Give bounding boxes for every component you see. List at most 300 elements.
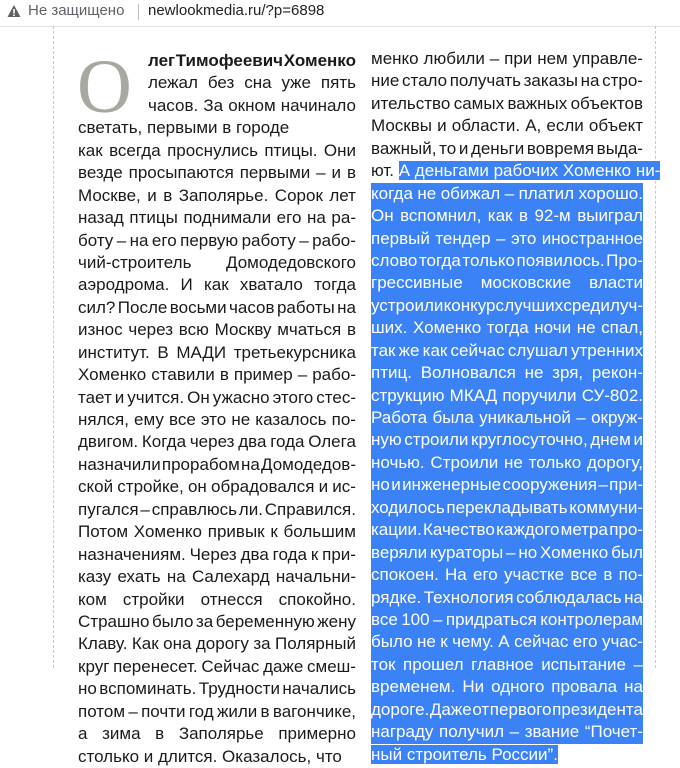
text-line <box>78 140 356 162</box>
word: Сорок <box>274 185 323 205</box>
word: два <box>240 544 269 564</box>
word: за <box>253 634 271 654</box>
word: на <box>624 677 643 697</box>
word: спал, <box>601 318 643 338</box>
word: А, <box>525 116 542 136</box>
text-line <box>371 542 643 564</box>
word: и <box>437 116 447 136</box>
unselected-text: ют. <box>371 161 399 181</box>
word: испытание <box>541 654 626 674</box>
word: области. <box>451 116 521 136</box>
word: дорогу <box>195 634 249 654</box>
word: Заполярье. <box>178 185 269 205</box>
word: беременную <box>215 611 315 631</box>
text-line <box>371 699 643 721</box>
word: как <box>487 206 513 226</box>
text-line <box>78 230 356 252</box>
word: А <box>498 632 510 652</box>
word: – <box>316 163 326 183</box>
word: и <box>458 138 469 158</box>
word: она <box>163 634 192 654</box>
word: – <box>506 542 516 562</box>
word: казу <box>78 567 112 587</box>
text-line <box>371 631 643 653</box>
word: за <box>195 611 214 631</box>
word: любили <box>423 49 485 68</box>
word: на <box>337 297 356 317</box>
word: в <box>155 724 165 744</box>
word: назад <box>78 208 124 228</box>
word: мчаться <box>277 320 342 340</box>
word: инженерные <box>402 475 502 495</box>
word: как <box>203 275 229 295</box>
word: ночи <box>534 318 572 338</box>
word: работы <box>276 297 335 317</box>
word: вспомнил, <box>400 206 482 226</box>
word: Даже <box>429 699 472 719</box>
word: метра <box>560 520 608 540</box>
word: конкурс <box>443 295 505 315</box>
security-label[interactable]: Не защищено <box>28 2 125 19</box>
word: и <box>147 185 157 205</box>
word: в <box>603 565 613 585</box>
word: в <box>260 701 270 721</box>
word: сооружения <box>502 475 597 495</box>
word: – <box>598 475 608 495</box>
word: звание <box>524 722 580 742</box>
word: ему <box>134 410 164 429</box>
text-line <box>78 544 356 566</box>
word: Хоменко <box>540 542 609 562</box>
text-line <box>371 115 643 137</box>
word: спокоен. <box>371 565 439 585</box>
word: – <box>297 365 308 385</box>
word: – <box>489 49 500 68</box>
word: Качество <box>422 520 495 540</box>
word: В <box>157 342 169 362</box>
word: круглосуточно, <box>471 430 588 450</box>
word: по- <box>618 565 643 585</box>
word: участке <box>503 565 565 585</box>
word: рабо- <box>312 230 356 250</box>
word: стес- <box>316 387 356 407</box>
word: к <box>440 632 448 652</box>
word: смеш- <box>307 656 356 676</box>
word: жену <box>317 611 356 631</box>
word: рядке. <box>371 587 422 607</box>
word: Работа <box>371 408 428 427</box>
text-line <box>371 70 643 92</box>
word: 92-м <box>534 206 571 226</box>
word: сил? <box>78 297 116 317</box>
word: когда <box>371 183 413 203</box>
word: везде <box>78 163 123 183</box>
article-column-1 <box>77 45 356 768</box>
word: – <box>140 499 150 519</box>
word: через <box>189 432 235 452</box>
word: третьекурсника <box>233 342 356 362</box>
text-line <box>78 319 356 341</box>
word: “Почет- <box>584 722 643 742</box>
word: и <box>633 430 643 450</box>
word: учится. <box>127 387 185 407</box>
word: от <box>472 699 490 719</box>
word: рабо- <box>312 365 356 385</box>
word: ли. <box>238 499 263 519</box>
word: стройки <box>122 589 185 609</box>
text-line <box>78 701 356 723</box>
text-line <box>78 566 356 588</box>
text-line-partial-selection <box>371 160 661 182</box>
word: президента <box>552 699 643 719</box>
word: Он <box>371 206 394 226</box>
word: и <box>114 387 125 407</box>
text-line <box>371 744 643 766</box>
text-line <box>371 362 643 384</box>
word: ра- <box>331 208 356 228</box>
word: среди <box>563 295 610 315</box>
text-line <box>371 519 643 541</box>
word: кации. <box>371 520 422 540</box>
word: ехать <box>117 567 161 587</box>
word: стройке, <box>117 477 184 497</box>
text-line <box>371 407 643 429</box>
word: – <box>576 408 586 427</box>
word: лежал <box>148 73 198 93</box>
word: справлюсь <box>151 499 237 519</box>
word: самых <box>453 93 505 113</box>
word: ком <box>78 589 107 609</box>
word: но <box>371 475 390 495</box>
selected-text: А деньгами рабочих Хоменко ни- <box>398 161 661 181</box>
word: важных <box>507 93 568 113</box>
word: – <box>128 701 138 721</box>
word: уникальной <box>479 408 571 427</box>
word: всю <box>178 320 209 340</box>
text-line <box>78 252 356 274</box>
word: грессивные <box>371 273 463 293</box>
word: птицы. <box>264 140 318 160</box>
word: обрадовался <box>211 477 315 497</box>
word: ис- <box>332 477 356 497</box>
word: хватало <box>239 275 303 295</box>
word: назначениям. <box>78 544 186 564</box>
word: его <box>151 230 177 250</box>
text-line <box>78 521 356 543</box>
text-line <box>371 250 643 272</box>
word: это <box>510 228 537 248</box>
word: на <box>307 208 326 228</box>
word: было <box>151 611 194 631</box>
word: первого <box>489 699 552 719</box>
word: тогда <box>314 275 356 295</box>
word: была <box>432 408 474 427</box>
word: так <box>371 340 396 360</box>
word: Москвы <box>371 116 432 136</box>
word: два <box>238 432 267 452</box>
word: пугался <box>78 499 139 519</box>
word: чий-строитель <box>78 252 192 272</box>
word: Когда <box>141 432 187 452</box>
word: ную <box>371 430 402 450</box>
word: Полярный <box>275 634 356 654</box>
url-text[interactable]: newlookmedia.ru/?p=6898 <box>148 2 325 19</box>
word: прошел <box>403 654 464 674</box>
word: и <box>331 163 342 183</box>
word: ночью. <box>371 452 425 472</box>
word: каждого <box>496 520 560 540</box>
text-line <box>78 297 356 319</box>
word: появилось. <box>516 250 605 270</box>
word: Трудности <box>198 679 280 699</box>
text-line <box>371 587 643 609</box>
word: Строили <box>430 452 499 472</box>
word: круг <box>78 656 110 676</box>
text-line <box>78 409 356 431</box>
word: не <box>524 363 544 383</box>
word: на <box>580 71 600 91</box>
word: лет <box>329 185 356 205</box>
word: все <box>371 609 398 629</box>
word: аэродрома. <box>78 275 170 295</box>
word: вагончике, <box>272 701 356 721</box>
word: на <box>166 567 186 587</box>
word: всегда <box>109 140 161 160</box>
word: года <box>272 544 307 564</box>
word: часов. <box>148 95 199 115</box>
word: лучших <box>504 295 564 315</box>
text-line <box>78 476 356 498</box>
word: сейчас <box>450 340 505 360</box>
word: Он <box>187 387 210 407</box>
address-bar[interactable] <box>0 0 680 27</box>
word: зря, <box>552 363 584 383</box>
word: институт. <box>78 342 150 362</box>
word: не <box>504 452 523 472</box>
word: На <box>445 565 467 585</box>
word: потом <box>78 701 126 721</box>
word: Москву <box>214 320 272 340</box>
word: назначили <box>78 454 161 474</box>
word: Сейчас <box>201 656 260 676</box>
text-line <box>371 452 643 474</box>
word: в <box>219 365 229 385</box>
word: Страшно <box>78 611 150 631</box>
text-line <box>371 429 643 451</box>
word: слово <box>371 250 418 270</box>
word: даже <box>263 656 304 676</box>
word: управле- <box>572 49 643 68</box>
text-line: светать, первыми в городе <box>78 118 290 138</box>
word: ток <box>371 654 396 674</box>
word: власти <box>589 273 643 293</box>
word: при- <box>322 544 356 564</box>
word: обижал <box>440 183 501 203</box>
word: не <box>231 410 251 429</box>
word: но <box>78 679 97 699</box>
word: ставили <box>151 365 215 385</box>
word: начались <box>282 679 356 699</box>
word: платил <box>518 183 575 203</box>
word: Клаву. <box>78 634 128 654</box>
word: 100 <box>401 609 430 629</box>
word: отнесся <box>200 589 263 609</box>
word: на <box>129 230 149 250</box>
word: московские <box>480 273 572 293</box>
word: и <box>391 475 401 495</box>
text-line <box>371 340 643 362</box>
word: Как <box>131 634 159 654</box>
word: вспоминать. <box>99 679 197 699</box>
word: деньги <box>470 138 525 158</box>
word: менко <box>371 49 419 68</box>
word: Домодедов- <box>261 454 356 474</box>
text-line <box>371 183 643 205</box>
word: Хоменко <box>133 522 203 542</box>
word: к <box>310 544 319 564</box>
word: уже <box>281 73 311 93</box>
word: Ни <box>462 677 485 697</box>
word: Хоменко <box>412 318 482 338</box>
word: а <box>78 724 88 744</box>
word: Хоменко <box>283 51 356 70</box>
text-line <box>78 274 356 296</box>
word: хорошо. <box>578 183 643 203</box>
word: же <box>398 340 420 360</box>
word: веряли <box>371 542 428 562</box>
word: Про- <box>606 250 643 270</box>
word: это <box>200 410 227 429</box>
text-line <box>78 387 356 409</box>
word: пять <box>320 73 356 93</box>
word: привык <box>207 522 265 542</box>
word: как <box>422 340 448 360</box>
word: спокойно. <box>278 589 356 609</box>
word: большим <box>283 522 356 542</box>
word: двигом. <box>78 432 139 452</box>
word: важный, <box>371 138 437 158</box>
word: прорабом <box>161 454 240 474</box>
word: тогда <box>486 318 529 338</box>
word: птицы <box>129 208 178 228</box>
word: ние <box>371 71 400 91</box>
word: первый <box>371 228 430 248</box>
word: боту <box>78 230 114 250</box>
word: окном <box>228 95 276 115</box>
text-line <box>78 589 356 611</box>
word: восьми <box>169 297 227 317</box>
word: дороге. <box>371 699 430 719</box>
word: при- <box>609 475 643 495</box>
text-line: столько и длится. Оказалось, что <box>78 746 342 766</box>
word: Хоменко <box>78 365 147 385</box>
word: Они <box>323 140 356 160</box>
word: За <box>203 95 224 115</box>
word: то <box>439 138 457 158</box>
word: просыпаются <box>128 163 234 183</box>
text-line <box>371 317 643 339</box>
word: стро- <box>602 71 643 91</box>
word: провала <box>551 677 618 697</box>
word: объектов <box>570 93 643 113</box>
word: главное <box>471 654 534 674</box>
word: года <box>270 432 305 452</box>
text-line <box>371 272 643 294</box>
text-line <box>371 721 643 743</box>
word: сна <box>244 73 272 93</box>
word: лег <box>148 51 176 70</box>
word: – <box>496 228 506 248</box>
word: по- <box>331 410 356 429</box>
text-line <box>371 564 643 586</box>
word: заказы <box>523 71 578 91</box>
text-line <box>78 678 356 700</box>
word: в <box>346 320 356 340</box>
word: кураторы <box>430 542 504 562</box>
text-line <box>78 185 356 207</box>
word: жили <box>216 701 258 721</box>
word: стало <box>401 71 448 91</box>
word: почти <box>141 701 186 721</box>
word: получил <box>439 722 504 742</box>
word: рекон- <box>591 363 643 383</box>
word: все <box>570 565 598 585</box>
word: выиграл <box>577 206 643 226</box>
word: перенесет. <box>113 656 198 676</box>
word: примерно <box>278 724 356 744</box>
word: год <box>188 701 214 721</box>
word: зима <box>102 724 141 744</box>
word: струкцию <box>371 385 445 405</box>
word: при <box>504 49 533 68</box>
word: сейчас <box>514 632 569 652</box>
word: придраться <box>445 609 537 629</box>
word: в <box>518 206 528 226</box>
word: не <box>416 632 436 652</box>
word: износ <box>78 320 123 340</box>
word: к <box>270 522 278 542</box>
word: – <box>509 722 520 742</box>
word: одного <box>491 677 545 697</box>
word: часов <box>229 297 275 317</box>
word: Салехард <box>191 567 270 587</box>
word: выда- <box>596 138 643 158</box>
text-line <box>371 205 643 227</box>
word: Через <box>189 544 237 564</box>
word: ской <box>78 477 114 497</box>
word: казалось <box>255 410 327 429</box>
word: начинало <box>280 95 356 115</box>
text-line <box>78 431 356 453</box>
text-line <box>78 499 356 521</box>
page-border-left <box>53 26 54 668</box>
word: СУ-802. <box>581 385 643 405</box>
text-line <box>371 228 643 250</box>
text-line <box>371 676 643 698</box>
word: без <box>207 73 235 93</box>
word: перекладывать <box>446 497 568 517</box>
word: Заполярье <box>178 724 264 744</box>
word: – <box>504 183 515 203</box>
word: иностранное <box>541 228 643 248</box>
word: поднимали <box>183 208 272 228</box>
text-line <box>371 48 643 70</box>
word: в <box>346 163 356 183</box>
word: если <box>546 116 584 136</box>
word: тогда <box>418 250 461 270</box>
word: получать <box>449 71 522 91</box>
word: поручили <box>502 385 577 405</box>
